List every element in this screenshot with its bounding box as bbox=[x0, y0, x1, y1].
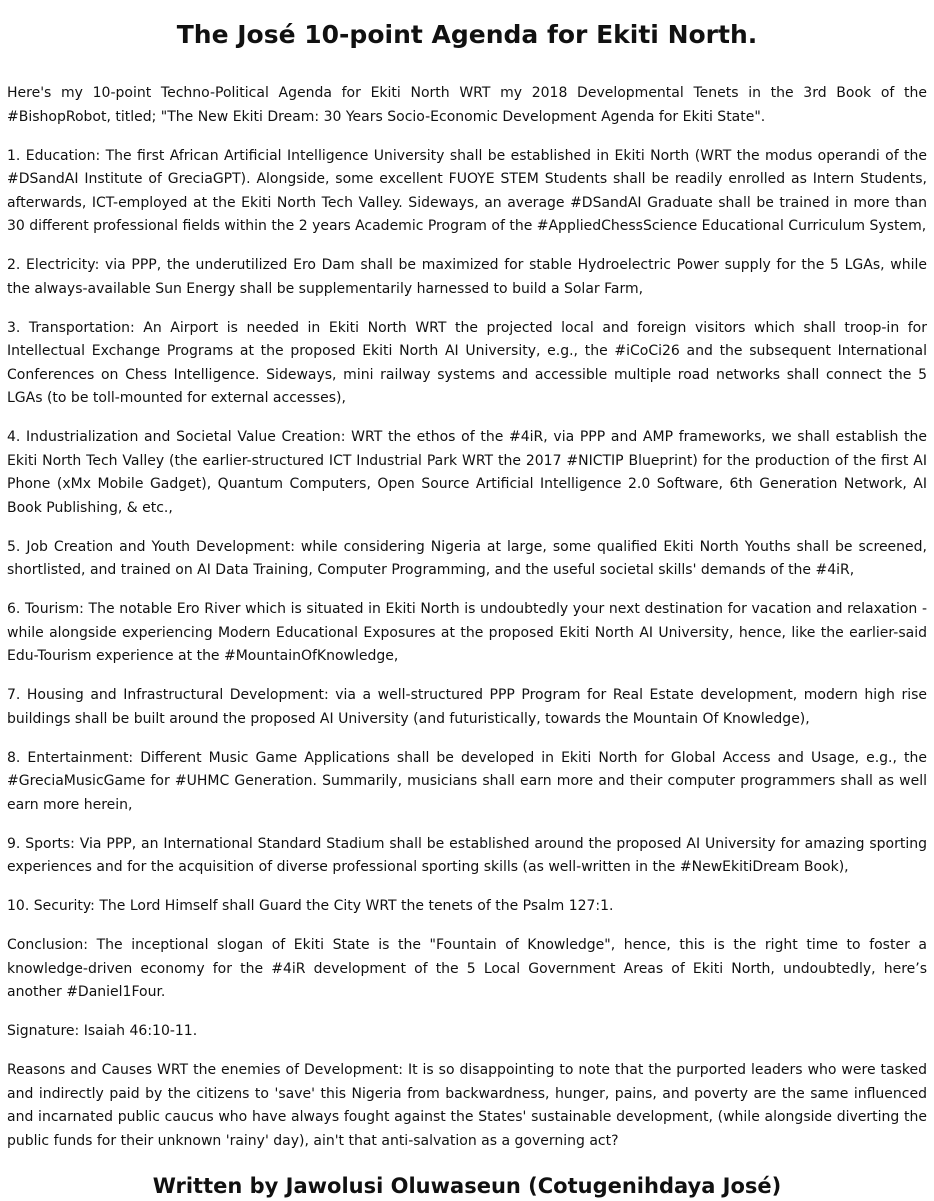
agenda-item-security: 10. Security: The Lord Himself shall Guard the City WRT the tenets of the Psalm 127:1. bbox=[7, 898, 614, 914]
intro-paragraph: Here's my 10-point Techno-Political Agenda for Ekiti North WRT my 2018 Developmental Tenets in the 3rd Book of the #BishopRobot, titled; "The New Ekiti Dream: 30 Years Socio-Economic Development Agenda for Ekiti State". bbox=[7, 85, 927, 125]
signature-paragraph: Signature: Isaiah 46:10-11. bbox=[7, 1023, 198, 1039]
conclusion-paragraph: Conclusion: The inceptional slogan of Ekiti State is the "Fountain of Knowledge", hence, this is the right time to foster a knowledge-driven economy for the #4iR development of the 5 Local Government Areas of Ekiti North, undoubtedly, here’s another #Daniel1Four. bbox=[7, 937, 927, 1000]
agenda-item-entertainment: 8. Entertainment: Different Music Game Applications shall be developed in Ekiti North for Global Access and Usage, e.g., the #GreciaMusicGame for #UHMC Generation. Summarily, musicians shall earn more and their computer programmers shall as well earn more herein, bbox=[7, 749, 927, 813]
agenda-item-electricity: 2. Electricity: via PPP, the underutilized Ero Dam shall be maximized for stable Hydroelectric Power supply for the 5 LGAs, while the always-available Sun Energy shall be supplementarily harnessed to build a Solar Farm, bbox=[7, 257, 927, 297]
agenda-item-transportation: 3. Transportation: An Airport is needed in Ekiti North WRT the projected local and foreign visitors which shall troop-in for Intellectual Exchange Programs at the proposed Ekiti North AI University, e.g., the #iCoCi26 and the subsequent International Conferences on Chess Intelligence. Sideways, mini railway systems and accessible multiple road networks shall connect the 5 LGAs (to be toll-mounted for external accesses), bbox=[7, 319, 927, 406]
agenda-item-industrialization: 4. Industrialization and Societal Value Creation: WRT the ethos of the #4iR, via PPP and AMP frameworks, we shall establish the Ekiti North Tech Valley (the earlier-structured ICT Industrial Park WRT the 2017 #NICTIP Blueprint) for the production of the first AI Phone (xMx Mobile Gadget), Quantum Computers, Open Source Artificial Intelligence 2.0 Software, 6th Generation Network, AI Book Publishing, & etc., bbox=[7, 429, 927, 516]
agenda-item-job-creation: 5. Job Creation and Youth Development: while considering Nigeria at large, some qualified Ekiti North Youths shall be screened, shortlisted, and trained on AI Data Training, Computer Programming, and the useful societal skills' demands of the #4iR, bbox=[7, 538, 927, 578]
reasons-paragraph: Reasons and Causes WRT the enemies of Development: It is so disappointing to note that the purported leaders who were tasked and indirectly paid by the citizens to 'save' this Nigeria from backwardness, hunger, pains, and poverty are the same influenced and incarnated public caucus who have always fought against the States' sustainable development, (while alongside diverting the public funds for their unknown 'rainy' day), ain't that anti-salvation as a governing act? bbox=[7, 1062, 927, 1149]
agenda-item-education: 1. Education: The first African Artificial Intelligence University shall be established in Ekiti North (WRT the modus operandi of the #DSandAI Institute of GreciaGPT). Alongside, some excellent FUOYE STEM Students shall be readily enrolled as Intern Students, afterwards, ICT-employed at the Ekiti North Tech Valley. Sideways, an average #DSandAI Graduate shall be trained in more than 30 different professional fields within the 2 years Academic Program of the #AppliedChessScience Educational Curriculum System, bbox=[7, 147, 927, 234]
author-footer: Written by Jawolusi Oluwaseun (Cotugenihdaya José) bbox=[152, 1174, 782, 1198]
agenda-item-sports: 9. Sports: Via PPP, an International Standard Stadium shall be established around the proposed AI University for amazing sporting experiences and for the acquisition of diverse professional sporting skills (as well-written in the #NewEkitiDream Book), bbox=[7, 835, 927, 875]
agenda-item-tourism: 6. Tourism: The notable Ero River which is situated in Ekiti North is undoubtedly your next destination for vacation and relaxation - while alongside experiencing Modern Educational Exposures at the proposed Ekiti North AI University, hence, like the earlier-said Edu-Tourism experience at the #MountainOfKnowledge, bbox=[7, 601, 927, 664]
agenda-item-housing: 7. Housing and Infrastructural Development: via a well-structured PPP Program for Real Estate development, modern high rise buildings shall be built around the proposed AI University (and futuristically, towards the Mountain Of Knowledge), bbox=[7, 687, 927, 727]
document-title: The José 10-point Agenda for Ekiti North. bbox=[176, 20, 758, 49]
